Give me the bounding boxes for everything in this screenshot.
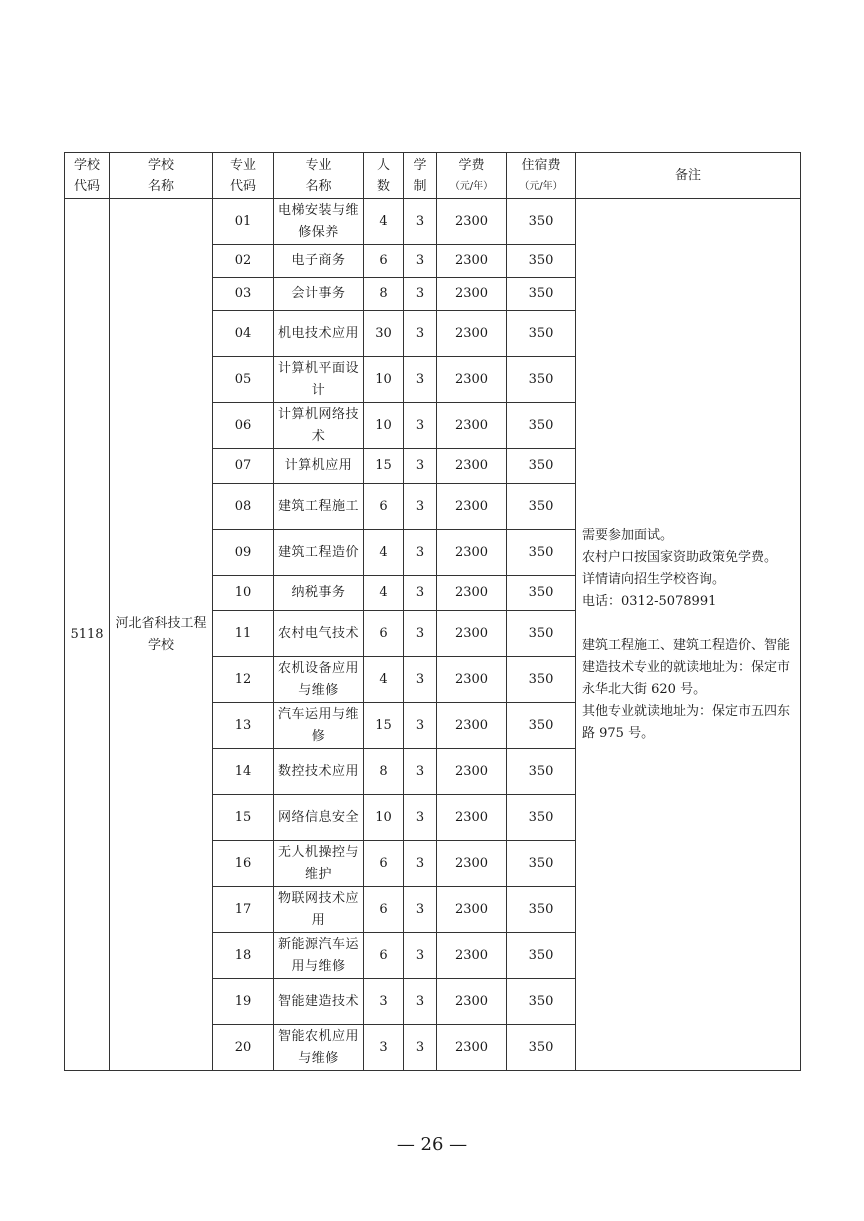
major-code: 02: [213, 245, 274, 278]
study-years: 3: [404, 703, 437, 749]
study-years: 3: [404, 357, 437, 403]
header-major-code: 专业 代码: [213, 153, 274, 199]
major-code: 11: [213, 611, 274, 657]
dorm-fee: 350: [507, 657, 576, 703]
tuition-fee: 2300: [437, 887, 507, 933]
major-name: 汽车运用与维修: [274, 703, 364, 749]
enrollment-count: 30: [364, 311, 404, 357]
remarks: 需要参加面试。 农村户口按国家资助政策免学费。 详情请向招生学校咨询。 电话：0312-5078991 建筑工程施工、建筑工程造价、智能建造技术专业的就读地址为：保定市永华北大街 620 号。 其他专业就读地址为：保定市五四东路 975 号。: [576, 199, 801, 1071]
school-name: 河北省科技工程学校: [110, 199, 213, 1071]
major-code: 14: [213, 749, 274, 795]
header-row: [65, 153, 801, 199]
study-years: 3: [404, 576, 437, 611]
table-row: [65, 199, 801, 245]
dorm-fee: 350: [507, 933, 576, 979]
tuition-fee: 2300: [437, 484, 507, 530]
tuition-fee: 2300: [437, 199, 507, 245]
major-code: 08: [213, 484, 274, 530]
enrollment-count: 8: [364, 278, 404, 311]
dorm-fee: 350: [507, 484, 576, 530]
tuition-fee: 2300: [437, 403, 507, 449]
dorm-fee: 350: [507, 199, 576, 245]
header-tuition-label: 学费: [458, 157, 485, 173]
major-name: 会计事务: [274, 278, 364, 311]
enrollment-count: 10: [364, 403, 404, 449]
study-years: 3: [404, 245, 437, 278]
enrollment-count: 8: [364, 749, 404, 795]
tuition-fee: 2300: [437, 611, 507, 657]
enrollment-count: 6: [364, 841, 404, 887]
tuition-fee: 2300: [437, 749, 507, 795]
major-name: 物联网技术应用: [274, 887, 364, 933]
tuition-fee: 2300: [437, 795, 507, 841]
major-name: 纳税事务: [274, 576, 364, 611]
header-major-name: 专业 名称: [274, 153, 364, 199]
major-name: 建筑工程造价: [274, 530, 364, 576]
study-years: 3: [404, 887, 437, 933]
tuition-fee: 2300: [437, 530, 507, 576]
table-body: [65, 199, 801, 1071]
study-years: 3: [404, 979, 437, 1025]
major-code: 06: [213, 403, 274, 449]
header-school-name: 学校 名称: [110, 153, 213, 199]
dorm-fee: 350: [507, 576, 576, 611]
major-name: 计算机应用: [274, 449, 364, 484]
major-code: 03: [213, 278, 274, 311]
dorm-fee: 350: [507, 449, 576, 484]
study-years: 3: [404, 199, 437, 245]
tuition-fee: 2300: [437, 449, 507, 484]
enrollment-count: 4: [364, 576, 404, 611]
major-code: 18: [213, 933, 274, 979]
header-tuition-unit: （元/年）: [449, 180, 494, 192]
enrollment-count: 10: [364, 795, 404, 841]
tuition-fee: 2300: [437, 1025, 507, 1071]
tuition-fee: 2300: [437, 278, 507, 311]
header-dorm-unit: （元/年）: [519, 180, 563, 192]
enrollment-count: 6: [364, 245, 404, 278]
dorm-fee: 350: [507, 611, 576, 657]
dorm-fee: 350: [507, 311, 576, 357]
major-name: 电梯安装与维修保养: [274, 199, 364, 245]
major-name: 计算机网络技术: [274, 403, 364, 449]
major-code: 12: [213, 657, 274, 703]
major-code: 20: [213, 1025, 274, 1071]
enrollment-count: 4: [364, 530, 404, 576]
tuition-fee: 2300: [437, 979, 507, 1025]
dorm-fee: 350: [507, 530, 576, 576]
header-dorm: [507, 153, 576, 199]
major-name: 农村电气技术: [274, 611, 364, 657]
tuition-fee: 2300: [437, 841, 507, 887]
header-duration: 学 制: [404, 153, 437, 199]
enrollment-count: 10: [364, 357, 404, 403]
dorm-fee: 350: [507, 403, 576, 449]
tuition-fee: 2300: [437, 245, 507, 278]
tuition-fee: 2300: [437, 703, 507, 749]
dorm-fee: 350: [507, 841, 576, 887]
enrollment-count: 15: [364, 703, 404, 749]
enrollment-count: 15: [364, 449, 404, 484]
study-years: 3: [404, 657, 437, 703]
major-name: 数控技术应用: [274, 749, 364, 795]
study-years: 3: [404, 1025, 437, 1071]
dorm-fee: 350: [507, 887, 576, 933]
header-count: 人 数: [364, 153, 404, 199]
tuition-fee: 2300: [437, 311, 507, 357]
dorm-fee: 350: [507, 1025, 576, 1071]
dorm-fee: 350: [507, 703, 576, 749]
enrollment-count: 6: [364, 933, 404, 979]
enrollment-count: 6: [364, 484, 404, 530]
major-code: 10: [213, 576, 274, 611]
study-years: 3: [404, 403, 437, 449]
enrollment-count: 4: [364, 657, 404, 703]
study-years: 3: [404, 611, 437, 657]
header-tuition: [437, 153, 507, 199]
tuition-fee: 2300: [437, 657, 507, 703]
major-name: 智能农机应用与维修: [274, 1025, 364, 1071]
study-years: 3: [404, 449, 437, 484]
major-name: 电子商务: [274, 245, 364, 278]
major-code: 01: [213, 199, 274, 245]
enrollment-count: 6: [364, 887, 404, 933]
enrollment-table: [64, 152, 801, 1071]
study-years: 3: [404, 795, 437, 841]
major-code: 07: [213, 449, 274, 484]
dorm-fee: 350: [507, 245, 576, 278]
major-name: 计算机平面设计: [274, 357, 364, 403]
study-years: 3: [404, 278, 437, 311]
major-name: 新能源汽车运用与维修: [274, 933, 364, 979]
study-years: 3: [404, 749, 437, 795]
study-years: 3: [404, 484, 437, 530]
major-name: 农机设备应用与维修: [274, 657, 364, 703]
study-years: 3: [404, 530, 437, 576]
school-code: 5118: [65, 199, 110, 1071]
major-code: 15: [213, 795, 274, 841]
major-code: 17: [213, 887, 274, 933]
dorm-fee: 350: [507, 749, 576, 795]
major-name: 建筑工程施工: [274, 484, 364, 530]
tuition-fee: 2300: [437, 933, 507, 979]
study-years: 3: [404, 311, 437, 357]
tuition-fee: 2300: [437, 357, 507, 403]
major-code: 05: [213, 357, 274, 403]
dorm-fee: 350: [507, 278, 576, 311]
page-number: — 26 —: [396, 1134, 468, 1155]
enrollment-count: 6: [364, 611, 404, 657]
major-code: 16: [213, 841, 274, 887]
enrollment-count: 3: [364, 1025, 404, 1071]
major-name: 网络信息安全: [274, 795, 364, 841]
study-years: 3: [404, 933, 437, 979]
major-name: 智能建造技术: [274, 979, 364, 1025]
enrollment-count: 4: [364, 199, 404, 245]
major-code: 09: [213, 530, 274, 576]
major-code: 13: [213, 703, 274, 749]
major-name: 机电技术应用: [274, 311, 364, 357]
major-name: 无人机操控与维护: [274, 841, 364, 887]
header-dorm-label: 住宿费: [521, 157, 561, 173]
study-years: 3: [404, 841, 437, 887]
dorm-fee: 350: [507, 357, 576, 403]
header-remarks: 备注: [576, 153, 801, 199]
enrollment-count: 3: [364, 979, 404, 1025]
dorm-fee: 350: [507, 979, 576, 1025]
tuition-fee: 2300: [437, 576, 507, 611]
header-school-code: 学校 代码: [65, 153, 110, 199]
major-code: 04: [213, 311, 274, 357]
dorm-fee: 350: [507, 795, 576, 841]
major-code: 19: [213, 979, 274, 1025]
